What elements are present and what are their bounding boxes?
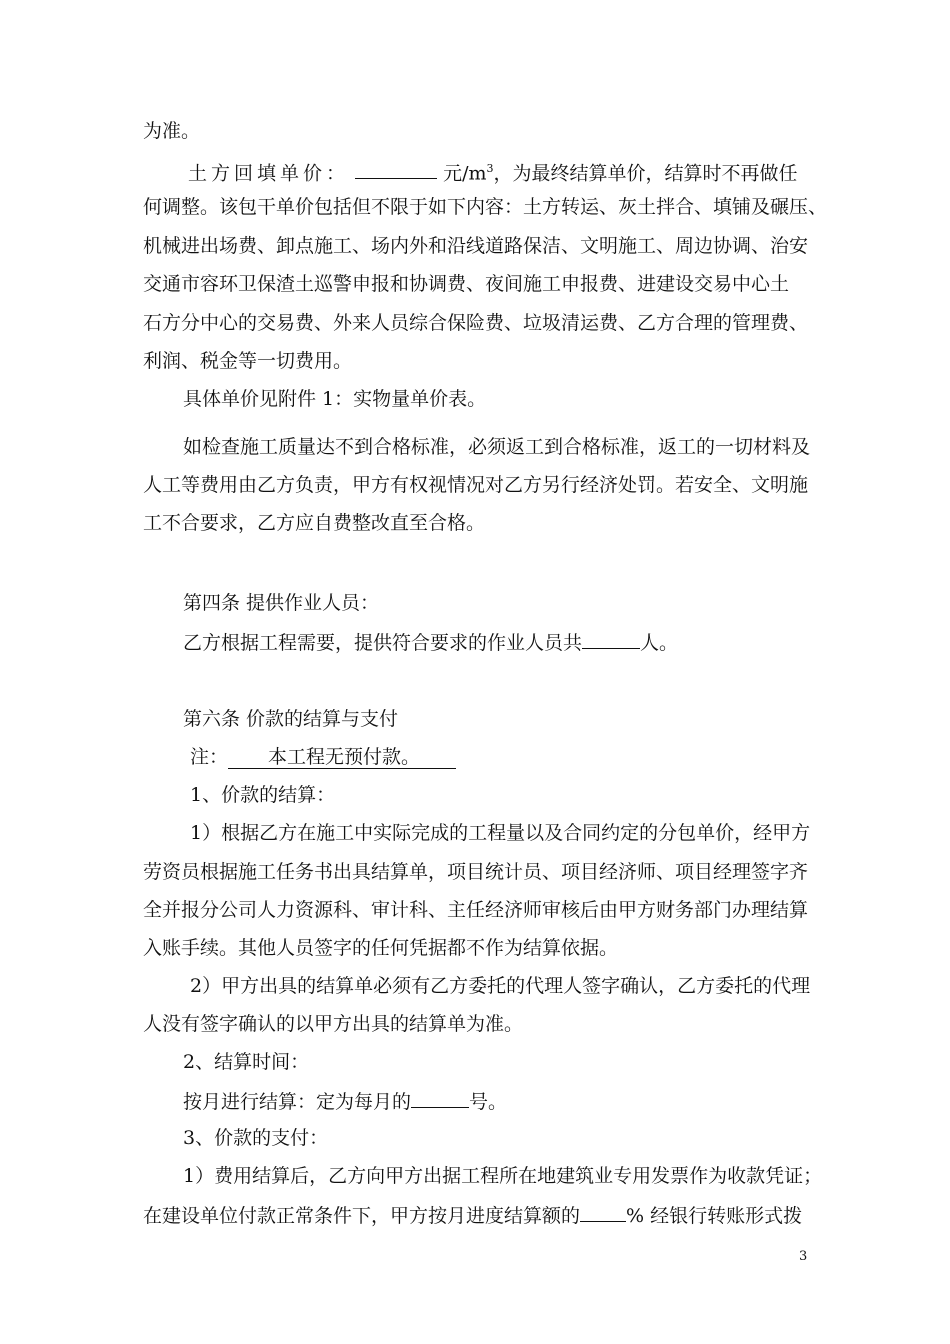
payment-percent-tail: % 经银行转账形式拨 xyxy=(626,1205,803,1227)
subheading-settlement: 1、价款的结算： xyxy=(190,784,336,806)
page-number: 3 xyxy=(799,1249,808,1264)
section-heading-article-4: 第四条 提供作业人员： xyxy=(183,592,380,614)
subheading-payment: 3、价款的支付： xyxy=(183,1127,329,1149)
blank-settlement-day xyxy=(411,1089,469,1108)
blank-payment-percent xyxy=(580,1203,626,1222)
text-line: 入账手续。其他人员签字的任何凭据都不作为结算依据。 xyxy=(143,937,619,959)
text-line: 何调整。该包干单价包括但不限于如下内容：土方转运、灰土拌合、填铺及碾压、 xyxy=(143,196,828,218)
payment-percent-text: 在建设单位付款正常条件下，甲方按月进度结算额的 xyxy=(143,1205,581,1227)
text-line: 1）根据乙方在施工中实际完成的工程量以及合同约定的分包单价，经甲方 xyxy=(190,822,811,844)
text-line: 工不合要求，乙方应自费整改直至合格。 xyxy=(143,512,486,534)
unit-text: 元/m xyxy=(443,162,487,185)
blank-unit-price xyxy=(355,160,437,179)
settlement-day-text: 按月进行结算：定为每月的 xyxy=(183,1091,412,1113)
text-line: 如检查施工质量达不到合格标准，必须返工到合格标准，返工的一切材料及 xyxy=(183,436,811,458)
text-line: 石方分中心的交易费、外来人员综合保险费、垃圾清运费、乙方合理的管理费、 xyxy=(143,312,809,334)
text-line: 利润、税金等一切费用。 xyxy=(143,350,353,372)
text-line: 为准。 xyxy=(143,120,201,142)
section-heading-article-6: 第六条 价款的结算与支付 xyxy=(183,708,399,730)
subheading-settlement-time: 2、结算时间： xyxy=(183,1051,310,1073)
unit-price-line xyxy=(188,158,798,184)
settlement-day-line xyxy=(183,1089,507,1113)
text-line: 劳资员根据施工任务书出具结算单，项目统计员、项目经济师、项目经理签字齐 xyxy=(143,861,809,883)
text-line: 交通市容环卫保渣土巡警申报和协调费、夜间施工申报费、进建设交易中心土 xyxy=(143,273,790,295)
text-line: 1）费用结算后，乙方向甲方出据工程所在地建筑业专用发票作为收款凭证； xyxy=(183,1165,823,1187)
payment-percent-line xyxy=(143,1203,802,1227)
unit-superscript: 3 xyxy=(486,162,494,175)
blank-workers-count xyxy=(582,630,640,649)
note-line xyxy=(190,746,456,769)
settlement-day-unit: 号。 xyxy=(469,1091,508,1113)
note-underlined-text: 本工程无预付款。 xyxy=(228,746,456,769)
note-label: 注： xyxy=(190,746,229,768)
text-line: 机械进出场费、卸点施工、场内外和沿线道路保洁、文明施工、周边协调、治安 xyxy=(143,235,809,257)
text-line: 人工等费用由乙方负责，甲方有权视情况对乙方另行经济处罚。若安全、文明施 xyxy=(143,474,809,496)
text-line: 人没有签字确认的以甲方出具的结算单为准。 xyxy=(143,1013,524,1035)
text-line: 2）甲方出具的结算单必须有乙方委托的代理人签字确认，乙方委托的代理 xyxy=(190,975,811,997)
unit-price-tail: ，为最终结算单价，结算时不再做任 xyxy=(493,162,798,185)
label-earthwork-unit-price: 土方回填单价： xyxy=(188,162,350,185)
workers-count-line xyxy=(183,630,678,654)
workers-unit: 人。 xyxy=(640,632,679,654)
workers-text: 乙方根据工程需要，提供符合要求的作业人员共 xyxy=(183,632,583,654)
text-line: 全并报分公司人力资源科、审计科、主任经济师审核后由甲方财务部门办理结算 xyxy=(143,899,809,921)
text-line: 具体单价见附件 1：实物量单价表。 xyxy=(183,388,487,410)
